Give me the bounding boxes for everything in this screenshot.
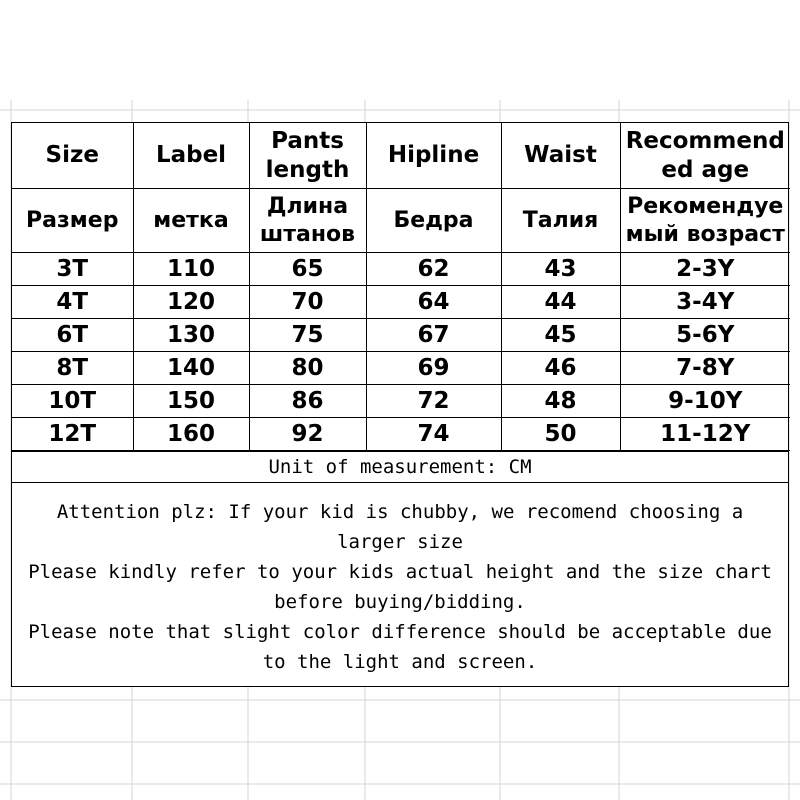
note-refer-height: Please kindly refer to your kids actual height and the size chart before buying/bidding. [28, 561, 772, 613]
table-cell: 3-4Y [620, 286, 790, 319]
header-cell: Бедра [366, 189, 501, 253]
header-cell: Размер [12, 189, 133, 253]
table-cell: 150 [133, 385, 249, 418]
size-chart [11, 122, 789, 687]
table-cell: 48 [501, 385, 620, 418]
header-cell: Талия [501, 189, 620, 253]
header-cell: Size [12, 123, 133, 189]
table-row [12, 352, 790, 385]
table-row [12, 418, 790, 451]
table-cell: 75 [249, 319, 366, 352]
header-cell: метка [133, 189, 249, 253]
table-cell: 43 [501, 253, 620, 286]
table-cell: 110 [133, 253, 249, 286]
table-cell: 44 [501, 286, 620, 319]
table-cell: 7-8Y [620, 352, 790, 385]
header-row-english [12, 123, 790, 189]
table-cell: 65 [249, 253, 366, 286]
table-cell: 69 [366, 352, 501, 385]
table-cell: 120 [133, 286, 249, 319]
header-cell: Рекомендуе мый возраст [620, 189, 790, 253]
table-row [12, 319, 790, 352]
header-cell: Recommend ed age [620, 123, 790, 189]
note-chubby: Attention plz: If your kid is chubby, we recomend choosing a larger size [56, 501, 744, 553]
header-cell: Длина штанов [249, 189, 366, 253]
table-row [12, 286, 790, 319]
table-cell: 72 [366, 385, 501, 418]
header-row-russian [12, 189, 790, 253]
table-cell: 92 [249, 418, 366, 451]
table-cell: 50 [501, 418, 620, 451]
table-cell: 12T [12, 418, 133, 451]
unit-of-measurement: Unit of measurement: CM [12, 451, 788, 482]
table-cell: 130 [133, 319, 249, 352]
table-cell: 140 [133, 352, 249, 385]
table-row [12, 385, 790, 418]
table-cell: 86 [249, 385, 366, 418]
header-cell: Waist [501, 123, 620, 189]
table-cell: 160 [133, 418, 249, 451]
table-cell: 74 [366, 418, 501, 451]
header-cell: Pants length [249, 123, 366, 189]
table-cell: 70 [249, 286, 366, 319]
table-cell: 64 [366, 286, 501, 319]
table-cell: 4T [12, 286, 133, 319]
table-cell: 46 [501, 352, 620, 385]
header-cell: Label [133, 123, 249, 189]
table-row [12, 253, 790, 286]
table-cell: 8T [12, 352, 133, 385]
table-cell: 45 [501, 319, 620, 352]
notes-section [12, 482, 788, 686]
table-cell: 67 [366, 319, 501, 352]
table-cell: 10T [12, 385, 133, 418]
table-cell: 3T [12, 253, 133, 286]
table-cell: 5-6Y [620, 319, 790, 352]
table-cell: 6T [12, 319, 133, 352]
table-cell: 62 [366, 253, 501, 286]
table-cell: 11-12Y [620, 418, 790, 451]
note-color-difference: Please note that slight color difference should be acceptable due to the light and screen. [28, 621, 772, 673]
table-cell: 2-3Y [620, 253, 790, 286]
size-table [12, 123, 790, 451]
header-cell: Hipline [366, 123, 501, 189]
table-cell: 9-10Y [620, 385, 790, 418]
table-cell: 80 [249, 352, 366, 385]
